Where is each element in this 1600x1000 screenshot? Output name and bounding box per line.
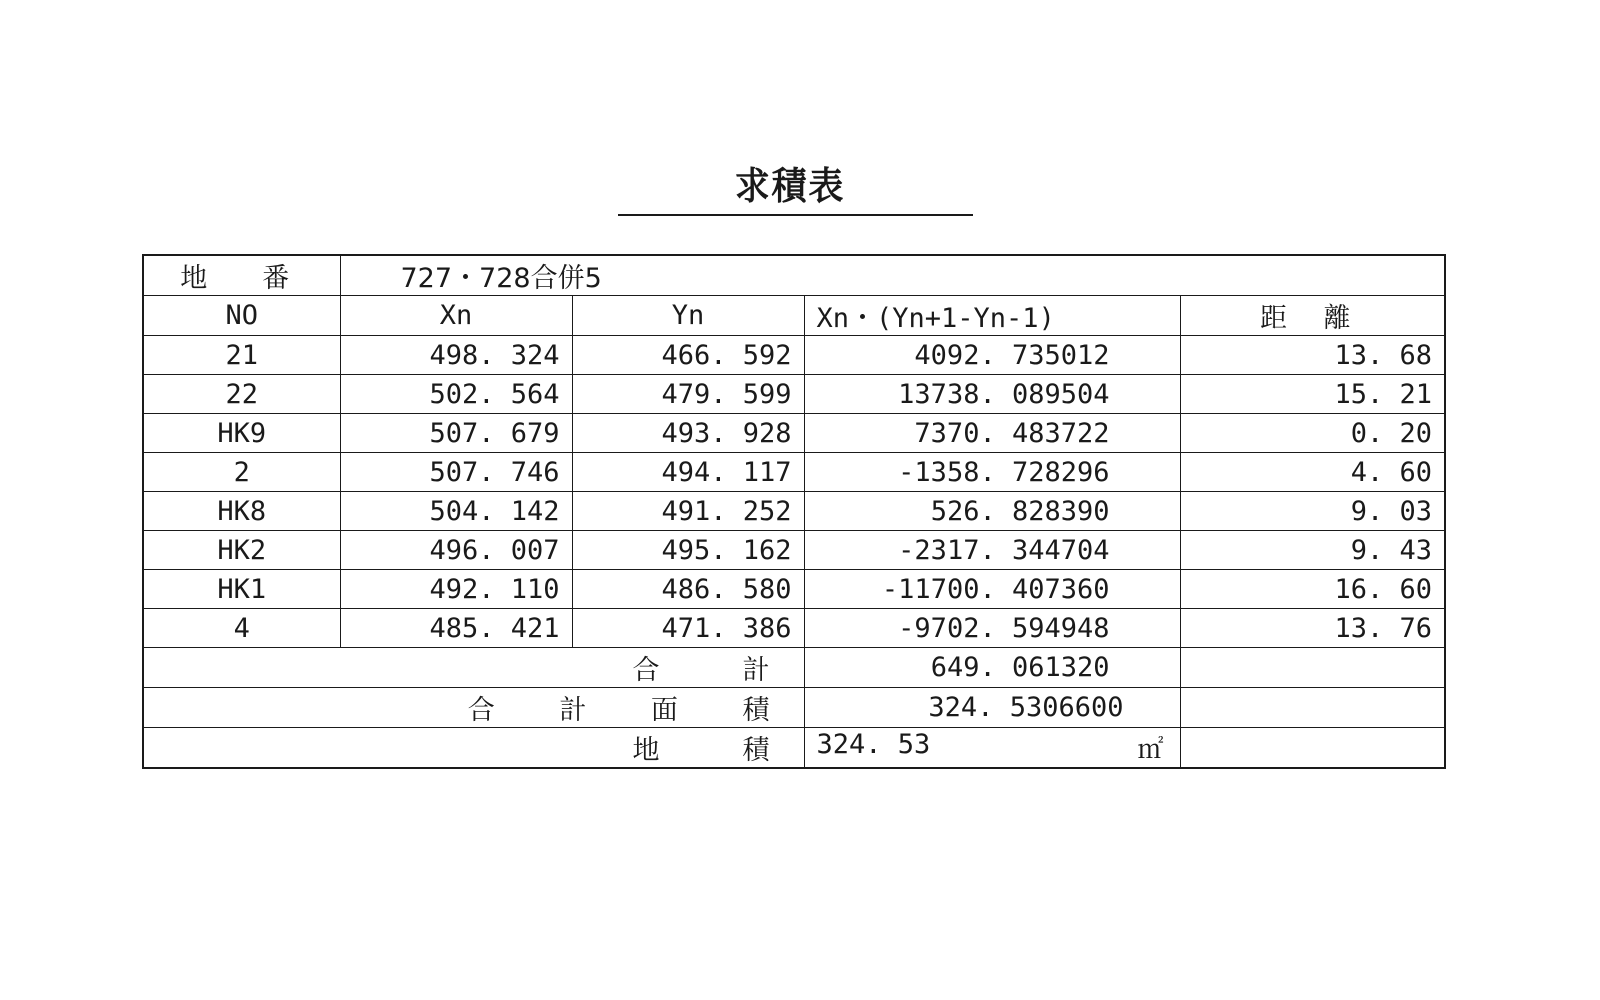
point-no: 22 [143, 375, 340, 414]
distance-value: 9. 43 [1180, 531, 1445, 570]
table-row [143, 336, 1445, 375]
yn-value: 479. 599 [572, 375, 804, 414]
xn-value: 492. 110 [340, 570, 572, 609]
table-row [143, 531, 1445, 570]
xn-value: 502. 564 [340, 375, 572, 414]
calc-value: -9702. 594948 [804, 609, 1180, 648]
yn-value: 495. 162 [572, 531, 804, 570]
total-value: 649. 061320 [804, 648, 1180, 688]
distance-value: 15. 21 [1180, 375, 1445, 414]
distance-value: 0. 20 [1180, 414, 1445, 453]
lot-number-row [143, 255, 1445, 296]
calc-value: 13738. 089504 [804, 375, 1180, 414]
table-row [143, 414, 1445, 453]
yn-value: 486. 580 [572, 570, 804, 609]
land-area-label: 地 積 [143, 728, 804, 769]
distance-value: 16. 60 [1180, 570, 1445, 609]
land-area-distance-empty [1180, 728, 1445, 769]
header-calc: Xn・(Yn+1-Yn-1) [804, 296, 1180, 336]
point-no: HK1 [143, 570, 340, 609]
table-row [143, 453, 1445, 492]
header-no: NO [143, 296, 340, 336]
area-distance-empty [1180, 688, 1445, 728]
table-row [143, 375, 1445, 414]
area-calculation-table [142, 254, 1446, 769]
total-label: 合 計 [143, 648, 804, 688]
calc-value: 526. 828390 [804, 492, 1180, 531]
yn-value: 494. 117 [572, 453, 804, 492]
xn-value: 504. 142 [340, 492, 572, 531]
distance-value: 9. 03 [1180, 492, 1445, 531]
distance-value: 13. 68 [1180, 336, 1445, 375]
calc-value: -2317. 344704 [804, 531, 1180, 570]
distance-value: 4. 60 [1180, 453, 1445, 492]
total-distance-empty [1180, 648, 1445, 688]
calc-value: -1358. 728296 [804, 453, 1180, 492]
square-meter-unit: ㎡ [1137, 735, 1164, 765]
point-no: HK8 [143, 492, 340, 531]
xn-value: 507. 746 [340, 453, 572, 492]
xn-value: 498. 324 [340, 336, 572, 375]
title-underline [618, 214, 973, 216]
header-xn: Xn [340, 296, 572, 336]
lot-number-label: 地 番 [143, 255, 340, 296]
area-value: 324. 5306600 [804, 688, 1180, 728]
area-row [143, 688, 1445, 728]
header-row [143, 296, 1445, 336]
yn-value: 491. 252 [572, 492, 804, 531]
point-no: HK9 [143, 414, 340, 453]
yn-value: 471. 386 [572, 609, 804, 648]
total-row [143, 648, 1445, 688]
distance-value: 13. 76 [1180, 609, 1445, 648]
header-distance: 距 離 [1180, 296, 1445, 336]
yn-value: 466. 592 [572, 336, 804, 375]
calc-value: 7370. 483722 [804, 414, 1180, 453]
land-area-cell [804, 728, 1180, 769]
calc-value: 4092. 735012 [804, 336, 1180, 375]
table-row [143, 570, 1445, 609]
xn-value: 496. 007 [340, 531, 572, 570]
point-no: 4 [143, 609, 340, 648]
area-label: 合 計 面 積 [143, 688, 804, 728]
point-no: 21 [143, 336, 340, 375]
header-yn: Yn [572, 296, 804, 336]
point-no: 2 [143, 453, 340, 492]
land-area-row [143, 728, 1445, 769]
table-row [143, 609, 1445, 648]
yn-value: 493. 928 [572, 414, 804, 453]
xn-value: 507. 679 [340, 414, 572, 453]
calc-value: -11700. 407360 [804, 570, 1180, 609]
xn-value: 485. 421 [340, 609, 572, 648]
point-no: HK2 [143, 531, 340, 570]
page-title: 求積表 [734, 164, 846, 208]
lot-number-value: 727・728合併5 [340, 255, 1445, 296]
table-row [143, 492, 1445, 531]
land-area-value: 324. 53 [816, 729, 931, 760]
